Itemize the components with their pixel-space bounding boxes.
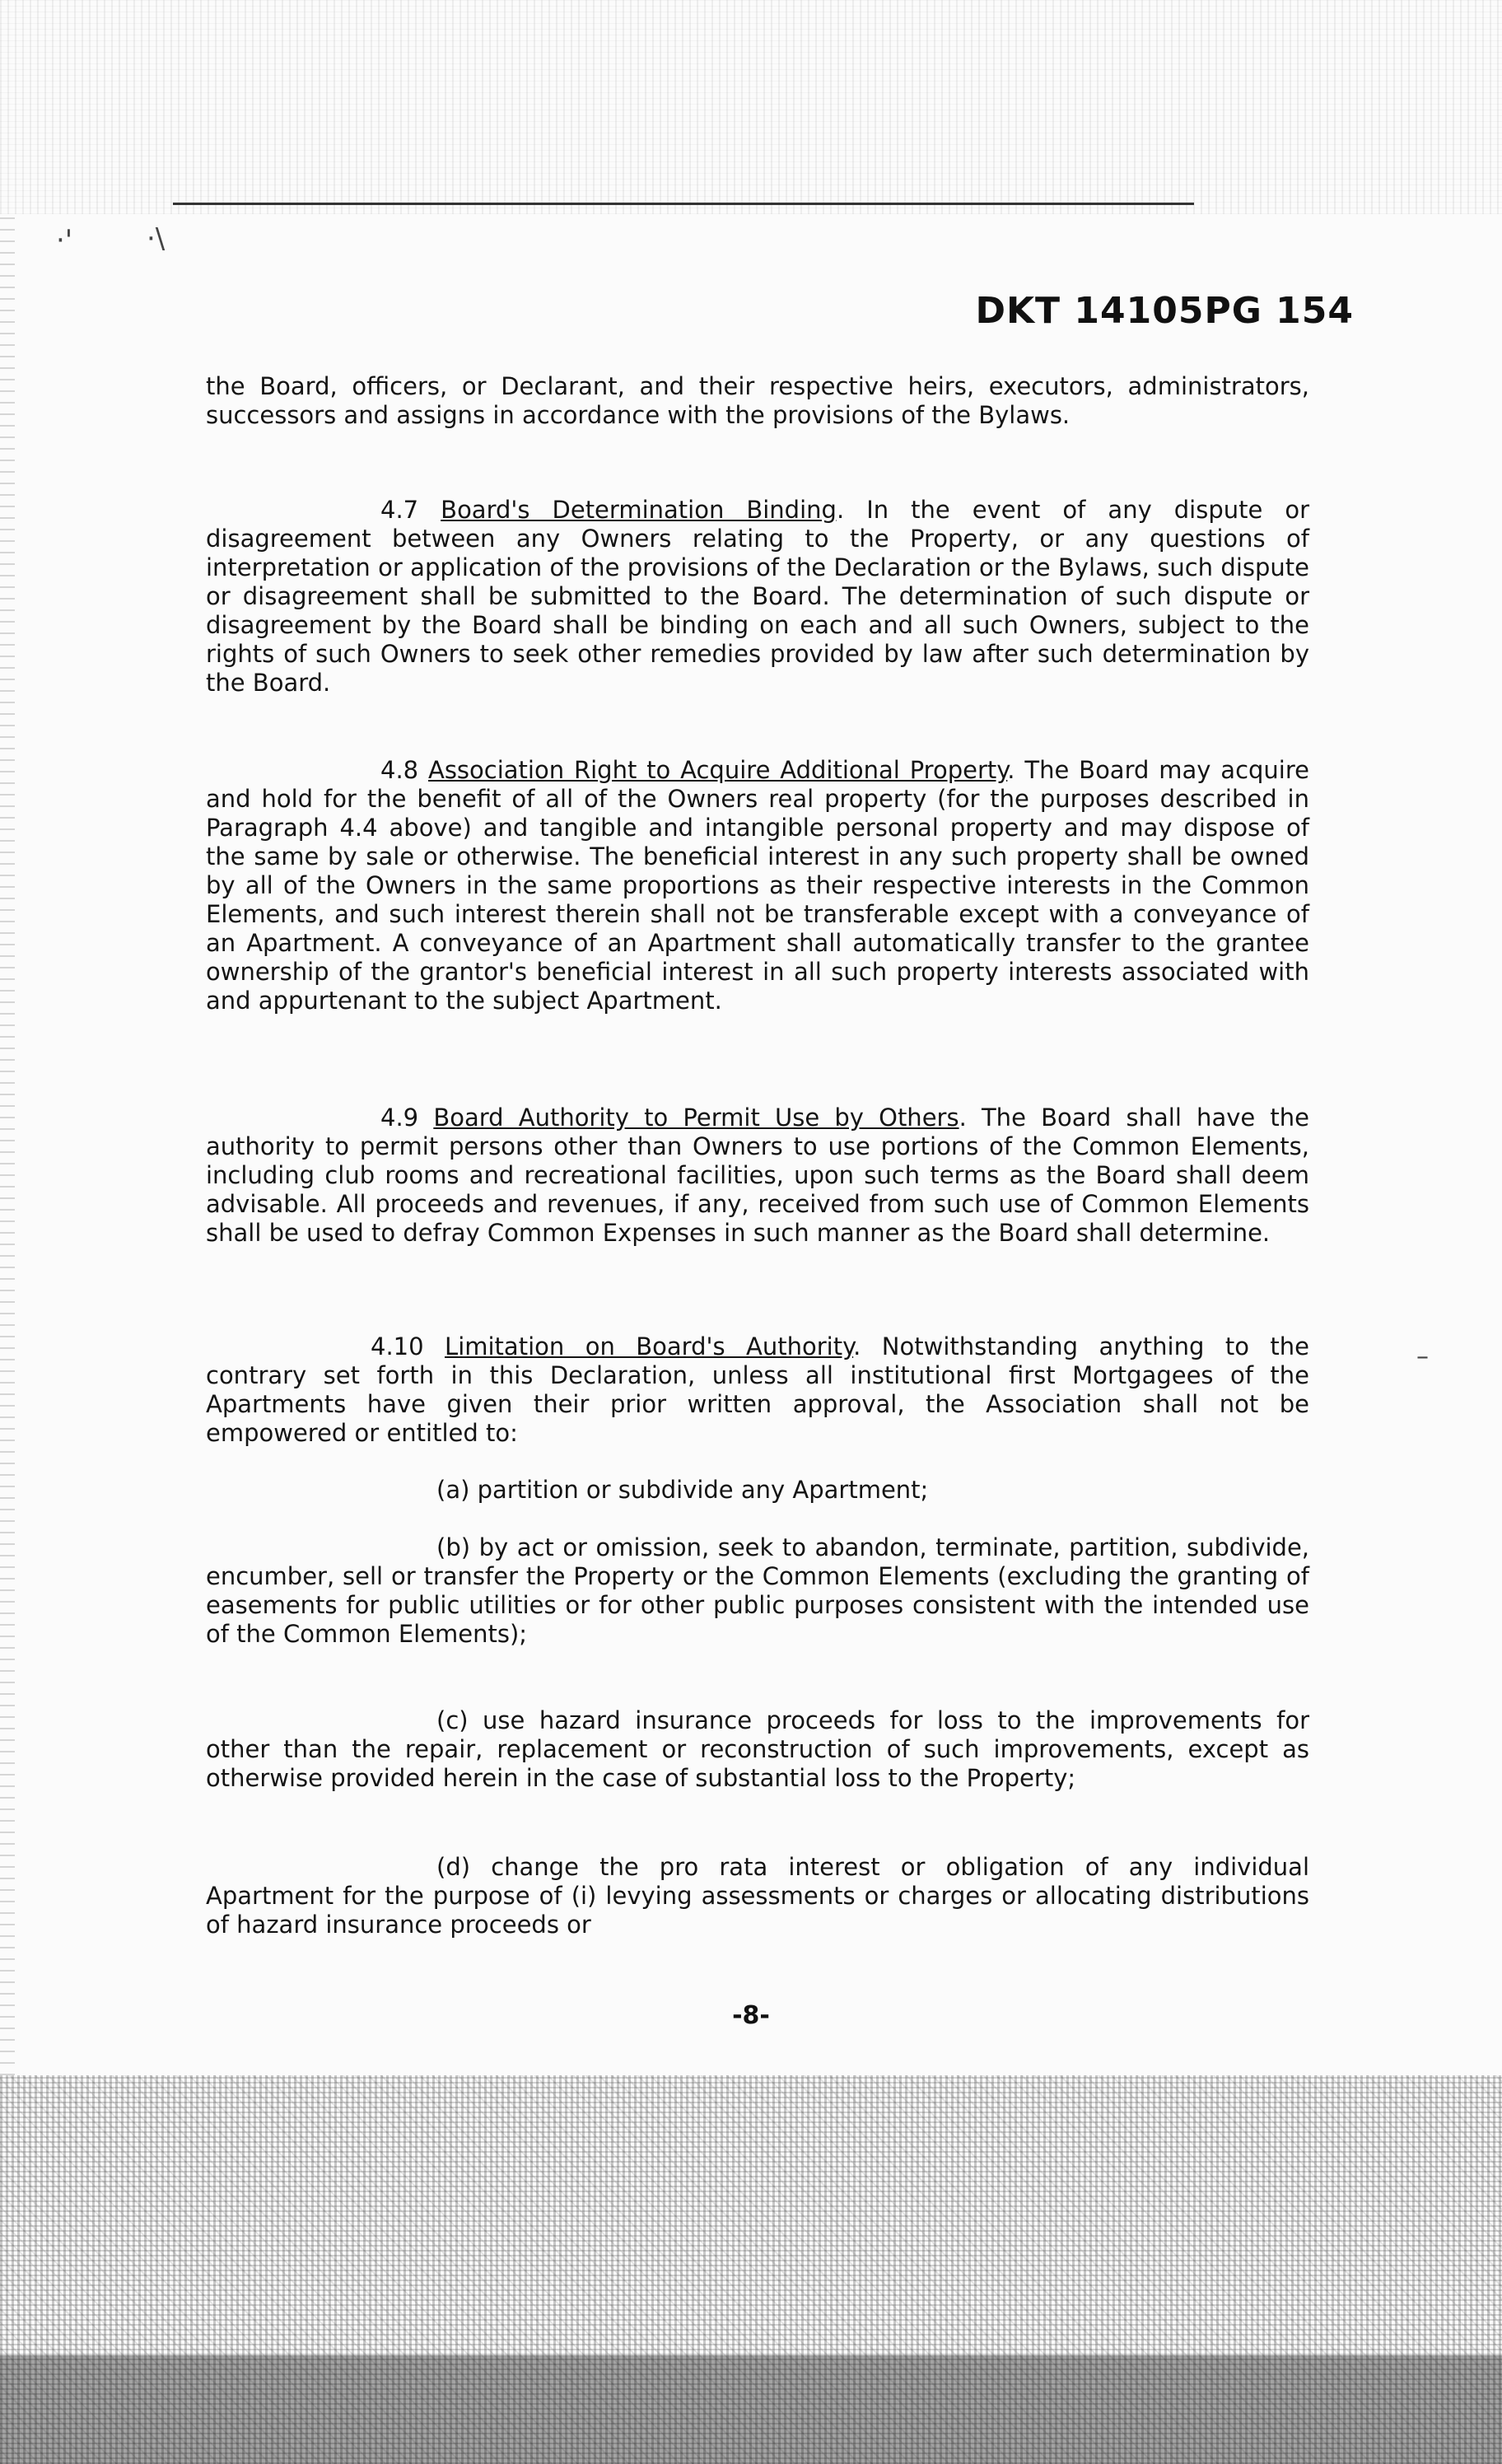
list-item [206,1476,1309,1505]
section-number: 4.7 [380,496,419,524]
section-body: In the event of any dispute or disagreement between any Owners relating to the Property, or any questions of interpretation or application of the provisions of the Declaration or the Bylaws, such dispute or disagreement shall be submitted to the Board. The determination of such dispute or disagreement by the Board shall be binding on each and all such Owners, subject to the rights of such Owners to seek other remedies provided by law after such determination by the Board. [206,496,1310,697]
item-text: use hazard insurance proceeds for loss to the improvements for other than the repair, replacement or reconstruction of such improvements, except as otherwise provided herein in the case of substantial loss to the Property; [206,1706,1309,1792]
scan-noise-top [0,0,1502,214]
list-item [206,1706,1309,1793]
section-number: 4.10 [371,1332,424,1360]
scan-rule-line [173,203,1194,205]
margin-mark: ·' [56,224,73,257]
margin-mark: ·\ [147,222,166,255]
section-number: 4.8 [380,756,419,784]
item-label: (d) [436,1853,471,1881]
item-text: change the pro rata interest or obligation of any individual Apartment for the purpose of (i) levying assessments or charges or allocating distributions of hazard insurance proceeds or [206,1853,1310,1939]
continuation-paragraph: the Board, officers, or Declarant, and their respective heirs, executors, administrators, successors and assigns in accordance with the provisions of the Bylaws. [206,372,1309,429]
list-item [206,1853,1309,1939]
scan-noise-bottom-dark [0,2355,1502,2464]
section-heading: Limitation on Board's Authority [445,1332,854,1360]
section-number: 4.9 [380,1104,419,1132]
section-heading: Board Authority to Permit Use by Others [433,1104,959,1132]
item-label: (c) [436,1706,469,1734]
docket-stamp: DKT 14105PG 154 [975,290,1354,332]
item-text: by act or omission, seek to abandon, terminate, partition, subdivide, encumber, sell or transfer the Property or the Common Elements (excluding the granting of easements for public utilities or for other public purposes consistent with the intended use of the Common Elements); [206,1533,1310,1648]
section-heading: Board's Determination Binding [441,496,837,524]
section-4-10: 4.10 Limitation on Board's Authority. Notwithstanding anything to the contrary set forth in this Declaration, unless all institutional first Mortgagees of the Apartments have given their prior written approval, the Association shall not be empowered or entitled to: [206,1332,1309,1447]
list-item [206,1533,1309,1649]
margin-mark: – [1416,1342,1429,1371]
section-body: Notwithstanding anything to the contrary set forth in this Declaration, unless all institutional first Mortgagees of the Apartments have given their prior written approval, the Association shall not be empowered or entitled to: [206,1332,1309,1447]
item-text: partition or subdivide any Apartment; [477,1476,929,1504]
section-4-8: 4.8 Association Right to Acquire Additional Property. The Board may acquire and hold for the benefit of all of the Owners real property (for the purposes described in Paragraph 4.4 above) and tangible and intangible personal property and may dispose of the same by sale or otherwise. The beneficial interest in any such property shall be owned by all of the Owners in the same proportions as their respective interests in the Common Elements, and such interest therein shall not be transferable except with a conveyance of an Apartment. A conveyance of an Apartment shall automatically transfer to the grantee ownership of the grantor's beneficial interest in all such property interests associated with and appurtenant to the subject Apartment. [206,756,1309,1015]
section-4-9: 4.9 Board Authority to Permit Use by Others. The Board shall have the authority to permit persons other than Owners to use portions of the Common Elements, including club rooms and recreational facilities, upon such terms as the Board shall deem advisable. All proceeds and revenues, if any, received from such use of Common Elements shall be used to defray Common Expenses in such manner as the Board shall determine. [206,1104,1309,1247]
item-label: (a) [436,1476,470,1504]
scan-edge-left [0,214,15,2075]
section-4-7: 4.7 Board's Determination Binding. In the event of any dispute or disagreement between any Owners relating to the Property, or any questions of interpretation or application of the provisions of the Declaration or the Bylaws, such dispute or disagreement shall be submitted to the Board. The determination of such dispute or disagreement by the Board shall be binding on each and all such Owners, subject to the rights of such Owners to seek other remedies provided by law after such determination by the Board. [206,496,1310,697]
section-body: The Board may acquire and hold for the benefit of all of the Owners real property (for the purposes described in Paragraph 4.4 above) and tangible and intangible personal property and may dispose of the same by sale or otherwise. The beneficial interest in any such property shall be owned by all of the Owners in the same proportions as their respective interests in the Common Elements, and such interest therein shall not be transferable except with a conveyance of an Apartment. A conveyance of an Apartment shall automatically transfer to the grantee ownership of the grantor's beneficial interest in all such property interests associated with and appurtenant to the subject Apartment. [206,756,1309,1015]
item-label: (b) [436,1533,471,1561]
section-heading: Association Right to Acquire Additional Property [427,756,1008,784]
page-number: -8- [732,2001,770,2030]
section-body: The Board shall have the authority to permit persons other than Owners to use portions of the Common Elements, including club rooms and recreational facilities, upon such terms as the Board shall deem advisable. All proceeds and revenues, if any, received from such use of Common Elements shall be used to defray Common Expenses in such manner as the Board shall determine. [206,1104,1309,1247]
